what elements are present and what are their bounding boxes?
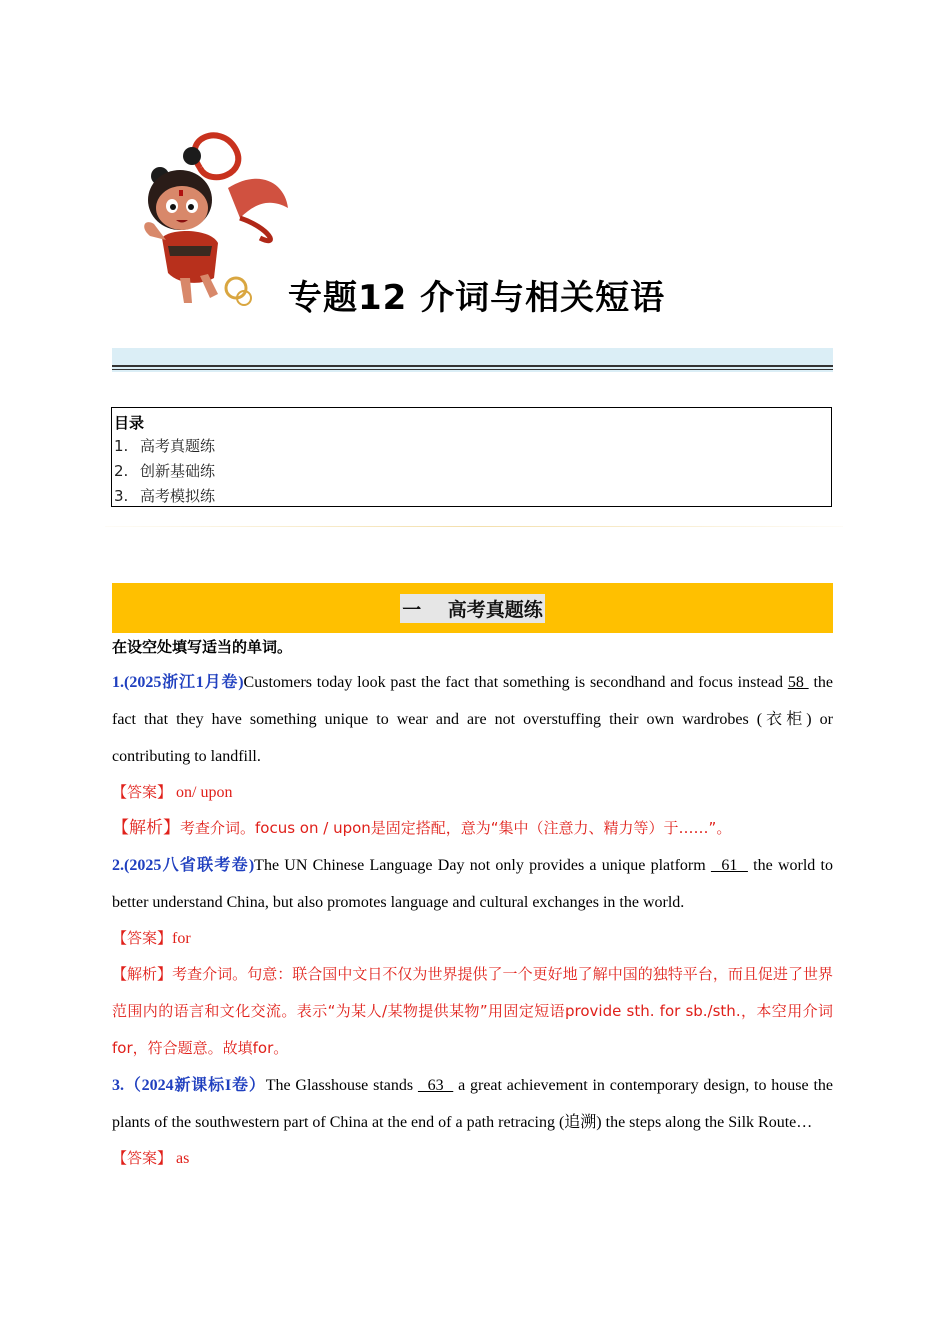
title-underline-band (112, 348, 833, 372)
toc-item-label: 高考真题练 (140, 437, 216, 455)
table-of-contents (111, 407, 832, 507)
question-1 (112, 664, 833, 775)
question-number: 2. (112, 857, 124, 874)
toc-item-number: 3. (114, 487, 129, 505)
answer-label: 【答案】 (112, 783, 173, 801)
exercise-content (112, 636, 833, 1176)
explanation-text: 考查介词。focus on / upon是固定搭配，意为“集中（注意力、精力等）于……”。 (180, 819, 732, 837)
question-source: (2025八省联考卷) (124, 857, 255, 874)
decorative-divider (105, 526, 843, 527)
question-3 (112, 1067, 833, 1141)
answer-blank: 58 (787, 674, 809, 691)
answer-blank: 63 (417, 1077, 454, 1094)
double-rule-bottom (112, 369, 833, 370)
page-title: 专题12 介词与相关短语 (288, 278, 666, 318)
question-2 (112, 847, 833, 921)
section-instruction: 在设空处填写适当的单词。 (112, 638, 293, 656)
explanation-2 (112, 956, 833, 1067)
toc-item[interactable] (114, 459, 829, 484)
question-number: 1. (112, 674, 124, 691)
question-text: the fact that they have something unique to wear and are not overstuffing their own wardrobes (衣柜) or contributing to landfill. (112, 674, 834, 765)
explanation-label: 【解析】 (112, 818, 180, 838)
toc-heading: 目录 (114, 414, 145, 432)
section-title: 一 高考真题练 (400, 594, 544, 623)
question-text: The UN Chinese Language Day not only provides a unique platform (254, 857, 711, 874)
question-source: (2025浙江1月卷) (124, 674, 244, 691)
explanation-1 (112, 810, 833, 847)
answer-value: on/ upon (172, 784, 233, 801)
answer-3 (112, 1141, 833, 1176)
explanation-label: 【解析】 (112, 965, 173, 983)
answer-label: 【答案】 (112, 929, 173, 947)
answer-1 (112, 775, 833, 810)
answer-label: 【答案】 (112, 1149, 173, 1167)
question-text: Customers today look past the fact that something is secondhand and focus instead (243, 674, 788, 691)
double-rule-top (112, 365, 833, 367)
toc-item[interactable] (114, 484, 829, 509)
toc-item[interactable] (114, 434, 829, 459)
question-source: （2024新课标I卷） (124, 1077, 266, 1094)
toc-item-label: 高考模拟练 (140, 487, 216, 505)
section-banner (112, 583, 833, 633)
answer-value: for (172, 930, 191, 947)
explanation-text: 考查介词。句意：联合国中文日不仅为世界提供了一个更好地了解中国的独特平台，而且促进了世界范围内的语言和文化交流。表示“为某人/某物提供某物”用固定短语provide sth. for sb./sth.，本空用介词for，符合题意。故填for。 (112, 965, 833, 1057)
answer-blank: 61 (710, 857, 748, 874)
mascot-illustration (140, 128, 290, 310)
toc-item-number: 2. (114, 462, 129, 480)
question-text: a great achievement in contemporary design, to house the plants of the southwestern part of China at the end of a path retracing (追溯) the steps along the Silk Route… (112, 1077, 834, 1131)
toc-item-number: 1. (114, 437, 129, 455)
question-text: The Glasshouse stands (265, 1077, 418, 1094)
answer-2 (112, 921, 833, 956)
question-text: the world to better understand China, but also promotes language and cultural exchanges in the world. (112, 857, 833, 911)
toc-item-label: 创新基础练 (140, 462, 216, 480)
question-number: 3. (112, 1077, 124, 1094)
answer-value: as (172, 1150, 190, 1167)
